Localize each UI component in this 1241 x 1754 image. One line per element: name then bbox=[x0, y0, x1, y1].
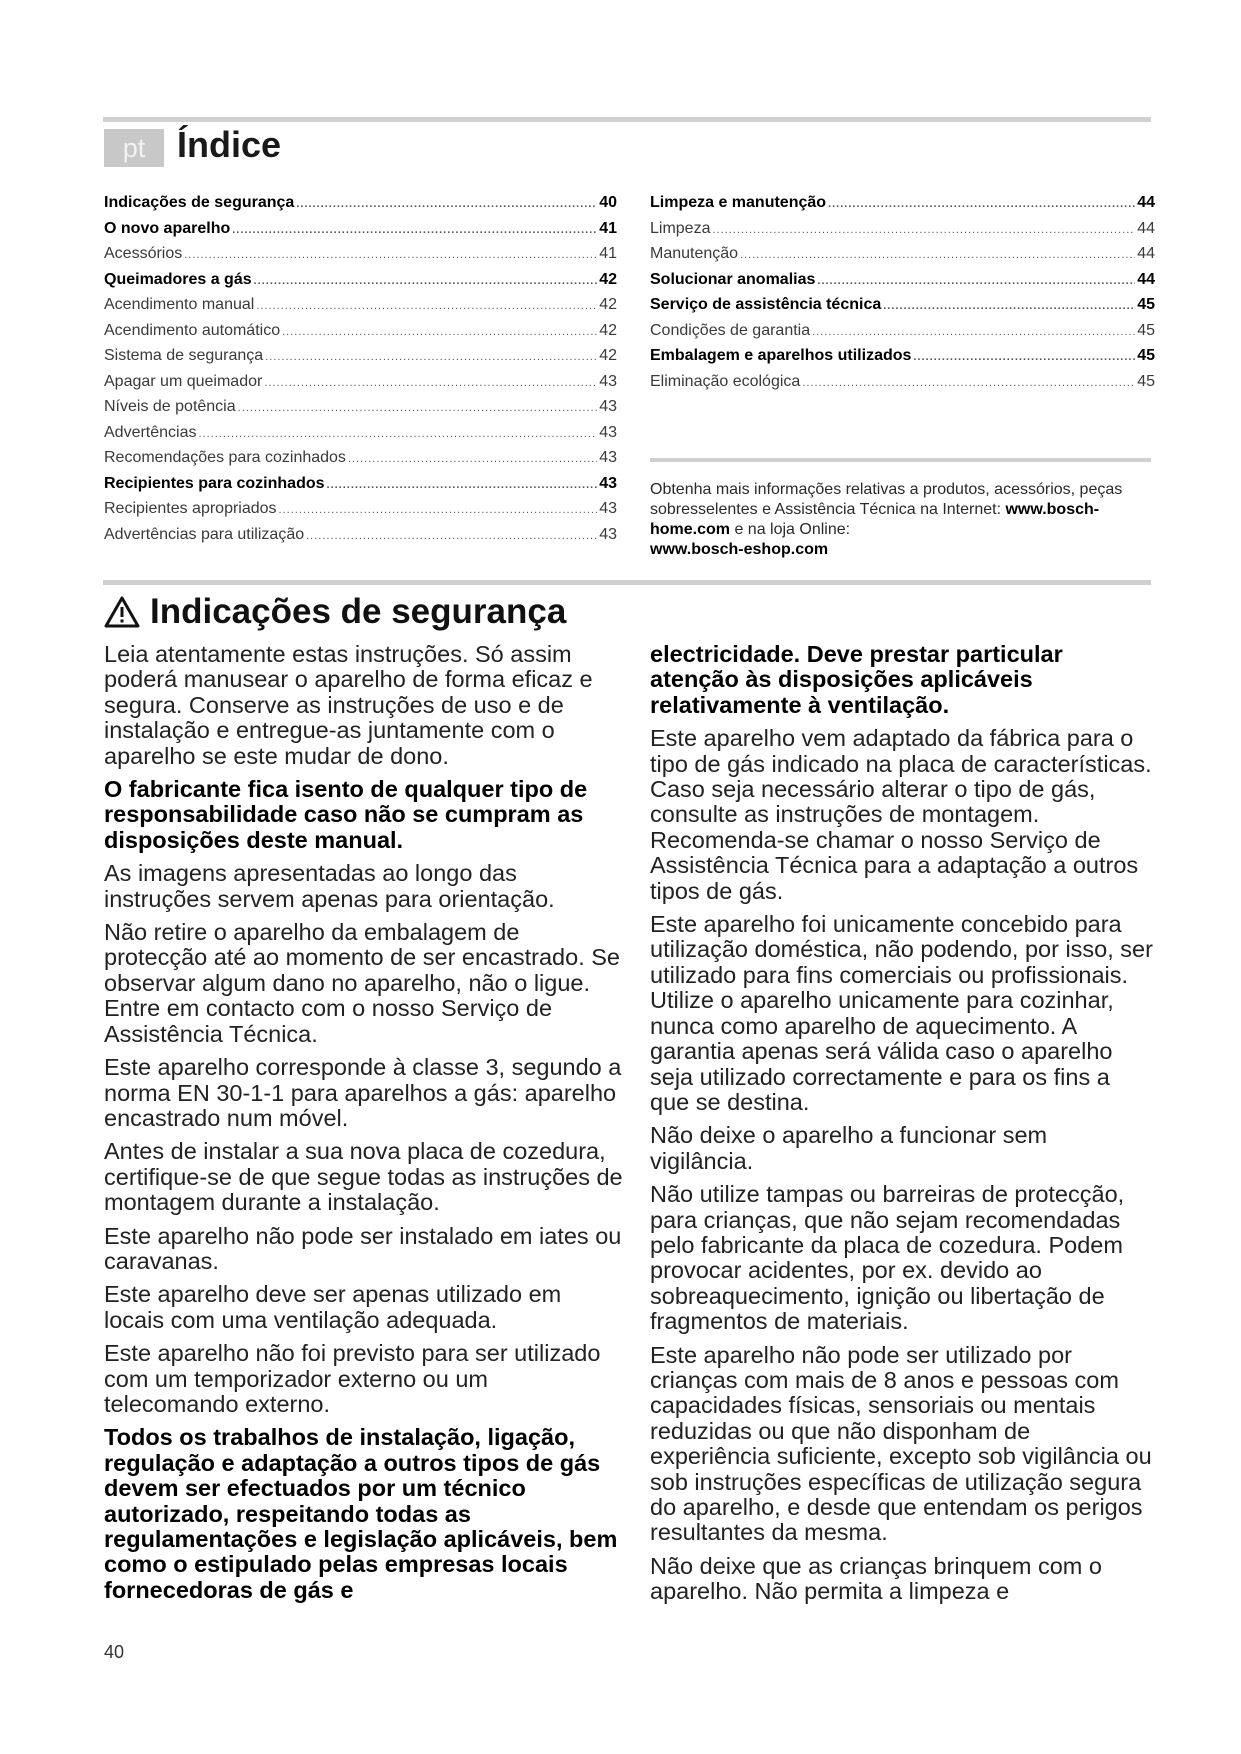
toc-entry-page: 43 bbox=[599, 525, 617, 543]
toc-entry-page: 45 bbox=[1137, 372, 1155, 390]
toc-entry-title: Sistema de segurança bbox=[104, 347, 264, 364]
paragraph: Antes de instalar a sua nova placa de cozedura, certifique-se de que segue todas as instruções de montagem durante a instalação. bbox=[104, 1138, 623, 1216]
toc-entry[interactable] bbox=[650, 296, 1155, 322]
top-rule bbox=[103, 117, 1151, 122]
toc-entry[interactable] bbox=[650, 220, 1155, 246]
toc-leader-dots bbox=[184, 249, 597, 261]
toc-entry[interactable] bbox=[104, 500, 617, 526]
page-title: Índice bbox=[177, 124, 282, 165]
toc-entry-page: 44 bbox=[1137, 194, 1155, 211]
toc-entry-page: 44 bbox=[1137, 270, 1155, 288]
toc-entry-page: 41 bbox=[599, 219, 617, 237]
toc-entry[interactable] bbox=[104, 220, 617, 246]
toc-leader-dots bbox=[238, 402, 598, 414]
toc-leader-dots bbox=[913, 351, 1135, 363]
paragraph: Este aparelho foi unicamente concebido para utilização doméstica, não podendo, por isso, ser utilizado para fins comerciais ou profissionais. Utilize o aparelho unicamente para cozinhar, nunca como aparelho de aquecimento. A garantia apenas será válida caso o aparelho seja utilizado correctamente e para os fins a que se destina. bbox=[650, 911, 1153, 1115]
toc-entry[interactable] bbox=[104, 296, 617, 322]
toc-entry[interactable] bbox=[650, 245, 1155, 271]
toc-entry[interactable] bbox=[104, 475, 617, 501]
toc-entry-title: Limpeza e manutenção bbox=[650, 194, 827, 211]
body-right-column bbox=[650, 642, 1155, 1613]
emphasis-paragraph: Todos os trabalhos de instalação, ligação, regulação e adaptação a outros tipos de gás devem ser efectuados por um técnico autorizado, respeitando todas as regulamentações e legislação aplicáveis, bem como o estipulado pelas empresas locais fornecedoras de gás e bbox=[104, 1424, 618, 1603]
toc-entry[interactable] bbox=[650, 194, 1155, 220]
toc-entry-title: Eliminação ecológica bbox=[650, 372, 801, 390]
toc-leader-dots bbox=[817, 275, 1135, 287]
paragraph: Este aparelho vem adaptado da fábrica para o tipo de gás indicado na placa de características. Caso seja necessário alterar o tipo de gás, consulte as instruções de montagem. Recomenda-se chamar o nosso Serviço de Assistência Técnica para a adaptação a outros tipos de gás. bbox=[650, 725, 1152, 904]
toc-entry-title: Recipientes apropriados bbox=[104, 500, 277, 517]
paragraph: Não deixe que as crianças brinquem com o aparelho. Não permita a limpeza e bbox=[650, 1552, 1102, 1605]
toc-leader-dots bbox=[264, 377, 597, 389]
toc-entry[interactable] bbox=[104, 398, 617, 424]
info-text-2: e na loja Online: bbox=[730, 521, 851, 538]
bosch-home-link[interactable]: www.bosch-home.com bbox=[650, 501, 1100, 538]
section-title bbox=[104, 592, 566, 632]
paragraph: Este aparelho não foi previsto para ser utilizado com um temporizador externo ou um telecomando externo. bbox=[104, 1340, 601, 1417]
paragraph: Este aparelho deve ser apenas utilizado em locais com uma ventilação adequada. bbox=[104, 1281, 562, 1333]
emphasis-paragraph: O fabricante fica isento de qualquer tipo de responsabilidade caso não se cumpram as disposições deste manual. bbox=[104, 776, 588, 853]
toc-entry-title: Recipientes para cozinhados bbox=[104, 474, 325, 492]
toc-leader-dots bbox=[279, 504, 598, 516]
section-rule bbox=[103, 580, 1151, 585]
language-badge: pt bbox=[104, 129, 164, 167]
toc-entry-title: Acendimento automático bbox=[104, 321, 281, 339]
info-rule bbox=[650, 458, 1151, 462]
bosch-eshop-link[interactable]: www.bosch-eshop.com bbox=[650, 541, 829, 558]
toc-entry-page: 42 bbox=[599, 321, 617, 339]
toc-leader-dots bbox=[828, 198, 1135, 210]
toc-entry-title: Embalagem e aparelhos utilizados bbox=[650, 347, 912, 364]
toc-entry-title: O novo aparelho bbox=[104, 219, 231, 237]
toc-entry-page: 44 bbox=[1137, 245, 1155, 262]
paragraph: Não deixe o aparelho a funcionar sem vigilância. bbox=[650, 1122, 1048, 1174]
section-title-text: Indicações de segurança bbox=[150, 592, 567, 631]
toc-leader-dots bbox=[883, 300, 1135, 312]
toc-entry-title: Condições de garantia bbox=[650, 321, 811, 339]
toc-entry[interactable] bbox=[104, 271, 617, 297]
paragraph: Não utilize tampas ou barreiras de protecção, para crianças, que não sejam recomendadas pelo fabricante da placa de cozedura. Podem provocar acidentes, por ex. devido ao sobreaquecimento, ignição ou libertação de fragmentos de materiais. bbox=[650, 1181, 1125, 1335]
toc-leader-dots bbox=[740, 249, 1135, 261]
warning-triangle-icon bbox=[104, 596, 140, 628]
toc-entry[interactable] bbox=[104, 245, 617, 271]
toc-entry[interactable] bbox=[104, 424, 617, 450]
toc-entry[interactable] bbox=[650, 322, 1155, 348]
toc-leader-dots bbox=[306, 530, 597, 542]
toc-entry[interactable] bbox=[650, 271, 1155, 297]
emphasis-paragraph: electricidade. Deve prestar particular atenção às disposições aplicáveis relativamente à ventilação. bbox=[650, 641, 1063, 718]
toc-entry-page: 43 bbox=[599, 423, 617, 441]
toc-entry-page: 44 bbox=[1137, 219, 1155, 237]
toc-entry-page: 43 bbox=[599, 449, 617, 466]
body-left-column bbox=[104, 642, 624, 1611]
paragraph: Este aparelho corresponde à classe 3, segundo a norma EN 30-1-1 para aparelhos a gás: aparelho encastrado num móvel. bbox=[104, 1054, 622, 1131]
toc-entry-title: Queimadores a gás bbox=[104, 270, 252, 288]
toc-entry-title: Acessórios bbox=[104, 245, 183, 262]
toc-leader-dots bbox=[254, 275, 598, 287]
toc-entry-title: Manutenção bbox=[650, 245, 739, 262]
toc-right-column bbox=[650, 194, 1155, 398]
toc-entry-page: 42 bbox=[599, 347, 617, 364]
toc-leader-dots bbox=[712, 224, 1135, 236]
toc-entry-title: Solucionar anomalias bbox=[650, 270, 816, 288]
toc-entry-title: Indicações de segurança bbox=[104, 194, 295, 211]
paragraph: Este aparelho não pode ser instalado em iates ou caravanas. bbox=[104, 1222, 622, 1274]
online-info bbox=[650, 480, 1155, 560]
toc-leader-dots bbox=[327, 479, 598, 491]
toc-entry[interactable] bbox=[104, 373, 617, 399]
toc-entry-page: 45 bbox=[1137, 321, 1155, 339]
toc-leader-dots bbox=[232, 224, 597, 236]
toc-entry[interactable] bbox=[104, 194, 617, 220]
toc-entry-title: Limpeza bbox=[650, 219, 711, 237]
toc-entry-page: 41 bbox=[599, 245, 617, 262]
paragraph: Este aparelho não pode ser utilizado por crianças com mais de 8 anos e pessoas com capacidades físicas, sensoriais ou mentais reduzidas ou que não disponham de experiência suficiente, excepto sob vigilância ou sob instruções específicas de utilização segura do aparelho, e desde que entendam os perigos resultantes da mesma. bbox=[650, 1341, 1152, 1546]
toc-entry[interactable] bbox=[104, 449, 617, 475]
toc-entry-page: 43 bbox=[599, 474, 617, 492]
toc-entry[interactable] bbox=[104, 347, 617, 373]
toc-entry-title: Acendimento manual bbox=[104, 296, 255, 313]
toc-entry-title: Serviço de assistência técnica bbox=[650, 296, 882, 313]
page-number: 40 bbox=[104, 1642, 125, 1662]
toc-entry-title: Níveis de potência bbox=[104, 398, 236, 415]
toc-entry[interactable] bbox=[650, 373, 1155, 399]
toc-entry[interactable] bbox=[650, 347, 1155, 373]
toc-left-column bbox=[104, 194, 617, 551]
toc-entry-page: 43 bbox=[599, 500, 617, 517]
toc-entry-title: Advertências para utilização bbox=[104, 525, 305, 543]
toc-entry-title: Advertências bbox=[104, 423, 197, 441]
toc-entry-title: Recomendações para cozinhados bbox=[104, 449, 346, 466]
toc-entry-page: 45 bbox=[1137, 347, 1155, 364]
toc-entry-page: 42 bbox=[599, 296, 617, 313]
toc-leader-dots bbox=[296, 198, 597, 210]
toc-leader-dots bbox=[282, 326, 597, 338]
toc-entry-page: 43 bbox=[599, 372, 617, 390]
info-text-1: Obtenha mais informações relativas a produtos, acessórios, peças sobresselentes e Assistência Técnica na Internet: bbox=[650, 481, 1123, 518]
toc-entry-title: Apagar um queimador bbox=[104, 372, 263, 390]
toc-leader-dots bbox=[265, 351, 597, 363]
toc-entry-page: 40 bbox=[599, 194, 617, 211]
toc-entry-page: 43 bbox=[599, 398, 617, 415]
paragraph: Leia atentamente estas instruções. Só assim poderá manusear o aparelho de forma eficaz e segura. Conserve as instruções de uso e de instalação e entregue-as juntamente com o aparelho se este mudar de dono. bbox=[104, 641, 593, 769]
toc-leader-dots bbox=[199, 428, 598, 440]
paragraph: As imagens apresentadas ao longo das instruções servem apenas para orientação. bbox=[104, 860, 555, 912]
toc-entry-page: 45 bbox=[1137, 296, 1155, 313]
toc-leader-dots bbox=[802, 377, 1135, 389]
toc-leader-dots bbox=[348, 453, 597, 465]
toc-leader-dots bbox=[256, 300, 597, 312]
toc-entry[interactable] bbox=[104, 322, 617, 348]
toc-entry[interactable] bbox=[104, 526, 617, 552]
toc-leader-dots bbox=[812, 326, 1135, 338]
toc-entry-page: 42 bbox=[599, 270, 617, 288]
paragraph: Não retire o aparelho da embalagem de protecção até ao momento de ser encastrado. Se observar algum dano no aparelho, não o ligue. Entre em contacto com o nosso Serviço de Assistência Técnica. bbox=[104, 919, 621, 1047]
